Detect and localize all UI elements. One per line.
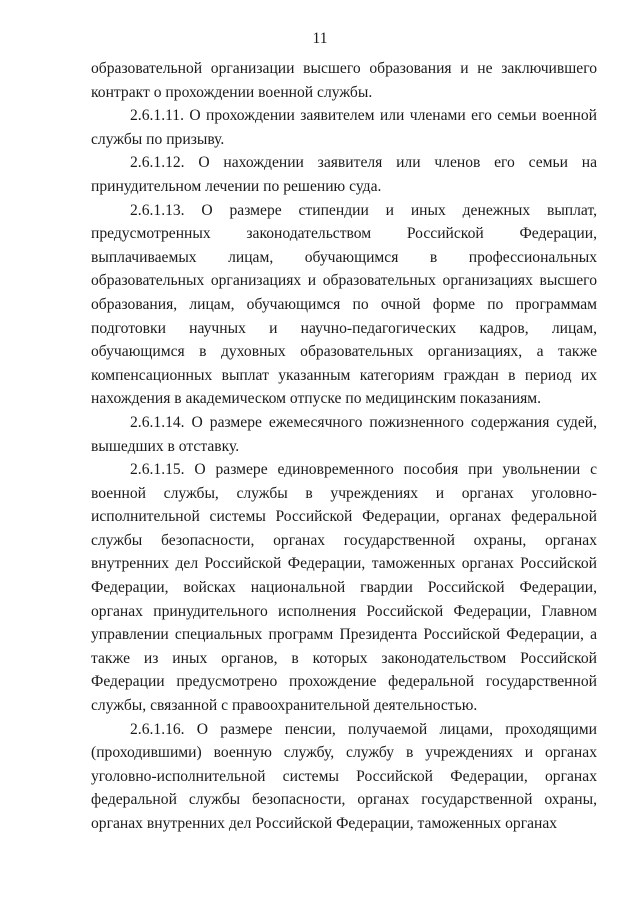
paragraph-2-6-1-12: 2.6.1.12. О нахождении заявителя или членов его семьи на принудительном лечении по решению суда. (91, 154, 597, 195)
page-number: 11 (312, 30, 328, 47)
paragraph-2-6-1-14: 2.6.1.14. О размере ежемесячного пожизненного содержания судей, вышедших в отставку. (91, 413, 597, 455)
paragraph-2-6-1-13: 2.6.1.13. О размере стипендии и иных денежных выплат, предусмотренных законодательством Российской Федерации, выплачиваемых лицам, обучающимся в профессиональных образовательных организациях и образовательных организациях высшего образования, лицам, обучающимся по очной форме по программам подготовки научных и научно-педагогических кадров, лицам, обучающимся в духовных образовательных организациях, а также компенсационных выплат указанным категориям граждан в период их нахождения в академическом отпуске по медицинским показаниям. (91, 201, 597, 408)
document-body (91, 57, 597, 836)
paragraph-2-6-1-16: 2.6.1.16. О размере пенсии, получаемой лицами, проходящими (проходившими) военную службу, службу в учреждениях и органах уголовно-исполнительной системы Российской Федерации, органах федеральной службы безопасности, органах государственной охраны, органах внутренних дел Российской Федерации, таможенных органах (91, 720, 597, 832)
paragraph-continuation: образовательной организации высшего образования и не заключившего контракт о прохождении военной службы. (91, 60, 597, 101)
paragraph-2-6-1-11: 2.6.1.11. О прохождении заявителем или членами его семьи военной службы по призыву. (91, 107, 597, 148)
paragraph-2-6-1-15: 2.6.1.15. О размере единовременного пособия при увольнении с военной службы, службы в учреждениях и органах уголовно-исполнительной системы Российской Федерации, органах федеральной службы безопасности, органах государственной охраны, органах внутренних дел Российской Федерации, таможенных органах Российской Федерации, войсках национальной гвардии Российской Федерации, органах принудительного исполнения Российской Федерации, Главном управлении специальных программ Президента Российской Федерации, а также из иных органов, в которых законодательством Российской Федерации предусмотрено прохождение федеральной государственной службы, связанной с правоохранительной деятельностью. (91, 461, 597, 715)
